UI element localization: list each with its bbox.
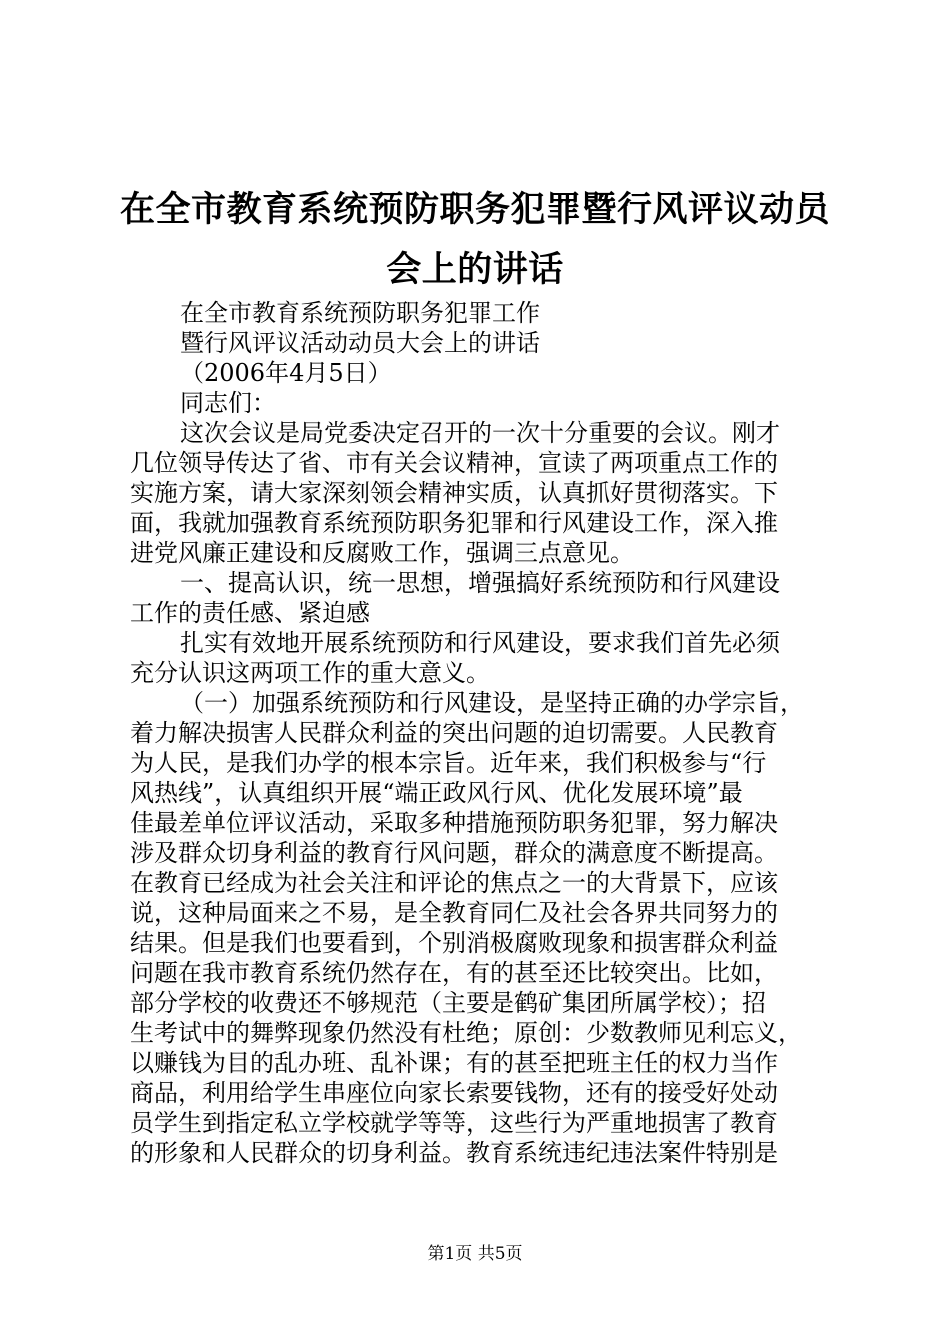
paragraph-line: 商品，利用给学生串座位向家长索要钱物，还有的接受好处动 [130,1079,778,1107]
paragraph-line: 涉及群众切身利益的教育行风问题，群众的满意度不断提高。 [130,839,778,867]
document-title-line-1: 在全市教育系统预防职务犯罪暨行风评议动员 [119,189,830,230]
paragraph-line: 面，我就加强教育系统预防职务犯罪和行风建设工作，深入推 [130,509,778,537]
paragraph-line: 实施方案，请大家深刻领会精神实质，认真抓好贯彻落实。下 [130,479,778,507]
paragraph-line: 这次会议是局党委决定召开的一次十分重要的会议。刚才 [180,419,780,447]
paragraph-line: 说，这种局面来之不易，是全教育同仁及社会各界共同努力的 [130,899,778,927]
section-heading: 一、提高认识，统一思想，增强搞好系统预防和行风建设 [180,569,780,597]
paragraph-line: 部分学校的收费还不够规范（主要是鹤矿集团所属学校）；招 [130,989,766,1017]
paragraph-line: 佳最差单位评议活动，采取多种措施预防职务犯罪，努力解决 [130,809,778,837]
paragraph-line: 扎实有效地开展系统预防和行风建设，要求我们首先必须 [180,629,780,657]
document-body [130,298,830,1168]
paragraph-line: 问题在我市教育系统仍然存在，有的甚至还比较突出。比如， [130,959,778,987]
paragraph-line: （一）加强系统预防和行风建设，是坚持正确的办学宗旨， [180,689,804,717]
paragraph-line: 几位领导传达了省、市有关会议精神，宣读了两项重点工作的 [130,449,778,477]
paragraph-line: 着力解决损害人民群众利益的突出问题的迫切需要。人民教育 [130,719,778,747]
page-footer: 第1页 共5页 [427,1244,523,1264]
document-title-line-2: 会上的讲话 [386,249,564,290]
section-heading: 工作的责任感、紧迫感 [130,599,370,627]
paragraph-line: 以赚钱为目的乱办班、乱补课；有的甚至把班主任的权力当作 [130,1049,778,1077]
paragraph-line: 结果。但是我们也要看到，个别消极腐败现象和损害群众利益 [130,929,778,957]
paragraph-line: 生考试中的舞弊现象仍然没有杜绝；原创：少数教师见利忘义， [130,1019,802,1047]
speech-date: （2006年4月5日） [180,359,392,387]
salutation: 同志们： [180,389,276,417]
paragraph-line: 在教育已经成为社会关注和评论的焦点之一的大背景下，应该 [130,869,778,897]
paragraph-line: 为人民，是我们办学的根本宗旨。近年来，我们积极参与“行 [130,749,767,777]
paragraph-line: 员学生到指定私立学校就学等等，这些行为严重地损害了教育 [130,1109,778,1137]
paragraph-line: 进党风廉正建设和反腐败工作，强调三点意见。 [130,539,634,567]
paragraph-line: 风热线”，认真组织开展“端正政风行风、优化发展环境”最 [130,779,743,807]
subtitle-line: 暨行风评议活动动员大会上的讲话 [180,329,540,357]
subtitle-line: 在全市教育系统预防职务犯罪工作 [180,299,540,327]
paragraph-line: 的形象和人民群众的切身利益。教育系统违纪违法案件特别是 [130,1139,778,1167]
paragraph-line: 充分认识这两项工作的重大意义。 [130,659,490,687]
